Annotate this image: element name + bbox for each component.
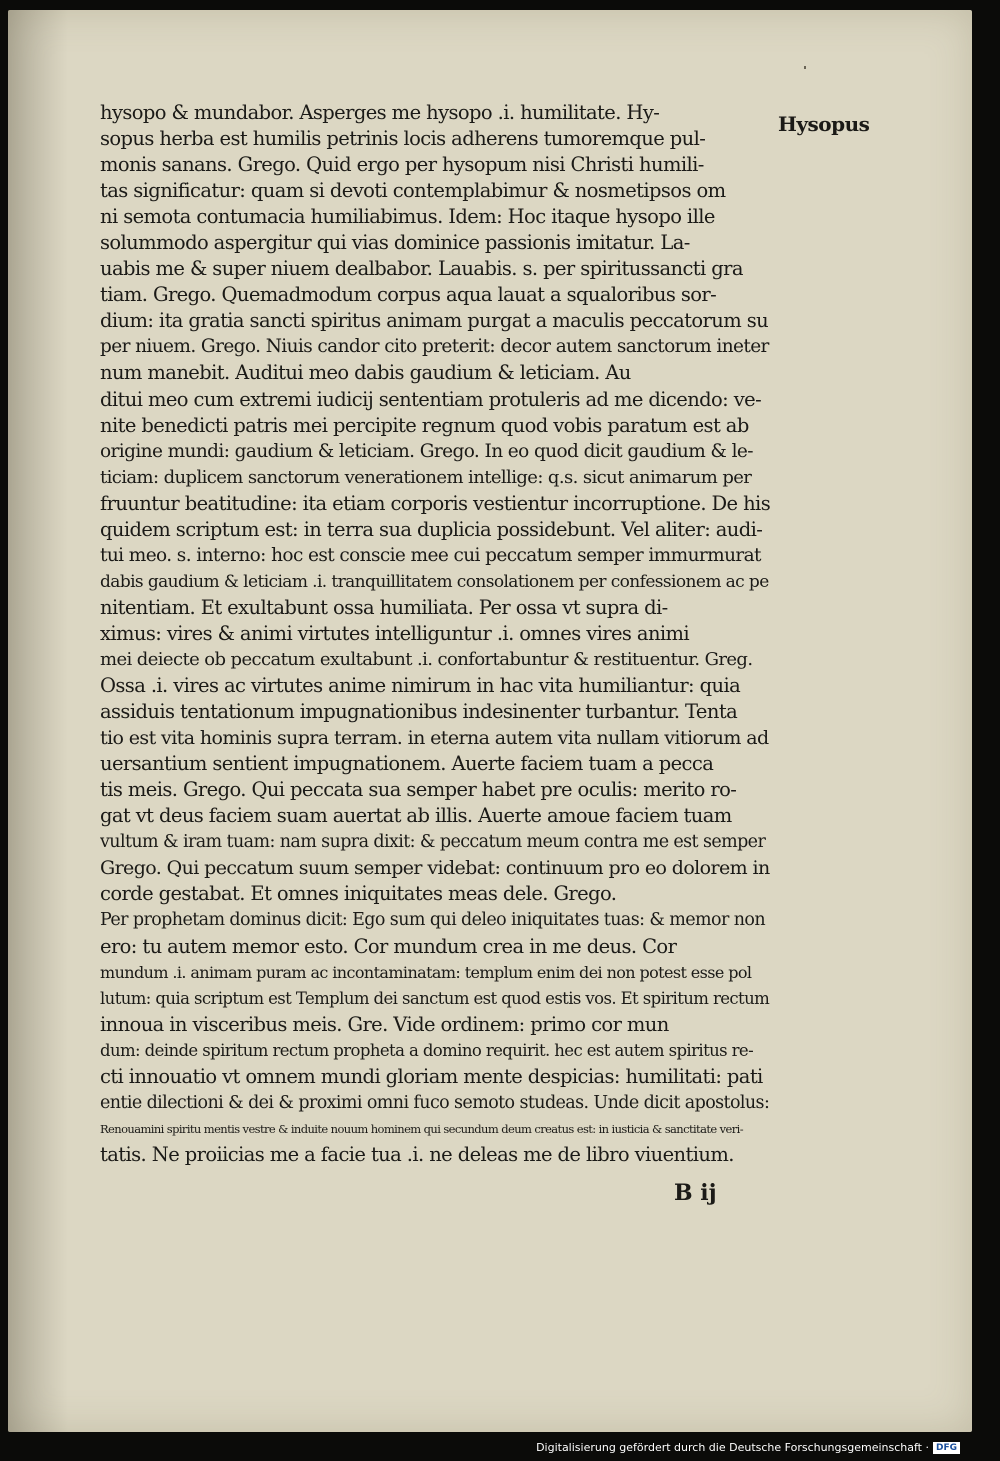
text-line: fruuntur beatitudine: ita etiam corporis vestientur incorruptione. De his — [100, 491, 770, 515]
text-line: sopus herba est humilis petrinis locis adherens tumoremque pul- — [100, 127, 706, 151]
text-line: Per prophetam dominus dicit: Ego sum qui deleo iniquitates tuas: & memor non — [100, 910, 765, 931]
text-line: entie dilectioni & dei & proximi omni fuco semoto studeas. Unde dicit apostolus: — [100, 1092, 770, 1113]
text-line: solummodo aspergitur qui vias dominice passionis imitatur. La- — [100, 231, 690, 255]
text-line: cti innouatio vt omnem mundi gloriam mente despicias: humilitati: pati — [100, 1064, 763, 1088]
text-line: mei deiecte ob peccatum exultabunt .i. confortabuntur & restituentur. Greg. — [100, 648, 753, 670]
text-line: tis meis. Grego. Qui peccata sua semper habet pre oculis: merito ro- — [100, 778, 737, 802]
text-line: per niuem. Grego. Niuis candor cito preterit: decor autem sanctorum ineter — [100, 336, 769, 358]
text-line: tui meo. s. interno: hoc est conscie mee cui peccatum semper immurmurat — [100, 544, 761, 566]
text-block — [100, 100, 770, 1168]
text-line: Renouamini spiritu mentis vestre & induite nouum hominem qui secundum deum creatus est: in iusticia & sanctitate veri- — [100, 1121, 743, 1136]
text-line: hysopo & mundabor. Asperges me hysopo .i. humilitate. Hy- — [100, 101, 660, 124]
text-line: ni semota contumacia humiliabimus. Idem: Hoc itaque hysopo ille — [100, 205, 715, 229]
text-line: tatis. Ne proiicias me a facie tua .i. ne deleas me de libro viuentium. — [100, 1142, 734, 1166]
text-line: num manebit. Auditui meo dabis gaudium & leticiam. Au — [100, 361, 631, 385]
marginal-note: Hysopus — [778, 112, 870, 136]
digitization-credit — [536, 1441, 960, 1454]
text-line: quidem scriptum est: in terra sua duplicia possidebunt. Vel aliter: audi- — [100, 517, 763, 541]
text-line: ximus: vires & animi virtutes intelliguntur .i. omnes vires animi — [100, 621, 690, 645]
text-line: uabis me & super niuem dealbabor. Lauabis. s. per spiritussancti gra — [100, 257, 743, 281]
text-line: tio est vita hominis supra terram. in eterna autem vita nullam vitiorum ad — [100, 727, 769, 750]
text-line: dabis gaudium & leticiam .i. tranquillitatem consolationem per confessionem ac pe — [100, 571, 769, 592]
dfg-logo-icon: DFG — [933, 1442, 960, 1454]
text-line: mundum .i. animam puram ac incontaminatam: templum enim dei non potest esse pol — [100, 962, 752, 982]
text-line: ditui meo cum extremi iudicij sententiam protuleris ad me dicendo: ve- — [100, 387, 762, 411]
text-line: lutum: quia scriptum est Templum dei sanctum est quod estis vos. Et spiritum rectum — [100, 988, 770, 1008]
text-line: uersantium sentient impugnationem. Auerte faciem tuam a pecca — [100, 752, 714, 776]
text-line: nite benedicti patris mei percipite regnum quod vobis paratum est ab — [100, 413, 749, 437]
text-line: corde gestabat. Et omnes iniquitates meas dele. Grego. — [100, 882, 617, 906]
page-speck — [804, 66, 806, 69]
text-line: assiduis tentationum impugnationibus indesinenter turbantur. Tenta — [100, 700, 738, 724]
text-line: Ossa .i. vires ac virtutes anime nimirum in hac vita humiliantur: quia — [100, 674, 741, 698]
signature-mark: B ij — [674, 1180, 717, 1206]
text-line: innoua in visceribus meis. Gre. Vide ordinem: primo cor mun — [100, 1012, 669, 1036]
text-line: dum: deinde spiritum rectum propheta a domino requirit. hec est autem spiritus re- — [100, 1040, 754, 1060]
text-line: tas significatur: quam si devoti contemplabimur & nosmetipsos om — [100, 179, 726, 203]
text-line: origine mundi: gaudium & leticiam. Grego. In eo quod dicit gaudium & le- — [100, 440, 753, 462]
credit-text: Digitalisierung gefördert durch die Deutsche Forschungsgemeinschaft · — [536, 1441, 929, 1454]
text-line: monis sanans. Grego. Quid ergo per hysopum nisi Christi humili- — [100, 153, 704, 177]
text-line: dium: ita gratia sancti spiritus animam purgat a maculis peccatorum su — [100, 309, 769, 333]
text-line: tiam. Grego. Quemadmodum corpus aqua lauat a squaloribus sor- — [100, 283, 717, 307]
text-line: vultum & iram tuam: nam supra dixit: & peccatum meum contra me est semper — [100, 832, 766, 853]
text-line: ero: tu autem memor esto. Cor mundum crea in me deus. Cor — [100, 934, 677, 958]
text-line: Grego. Qui peccatum suum semper videbat: continuum pro eo dolorem in — [100, 857, 770, 880]
text-line: nitentiam. Et exultabunt ossa humiliata. Per ossa vt supra di- — [100, 595, 668, 619]
text-line: ticiam: duplicem sanctorum venerationem intellige: q.s. sicut animarum per — [100, 466, 752, 488]
text-line: gat vt deus faciem suam auertat ab illis. Auerte amoue faciem tuam — [100, 804, 732, 828]
